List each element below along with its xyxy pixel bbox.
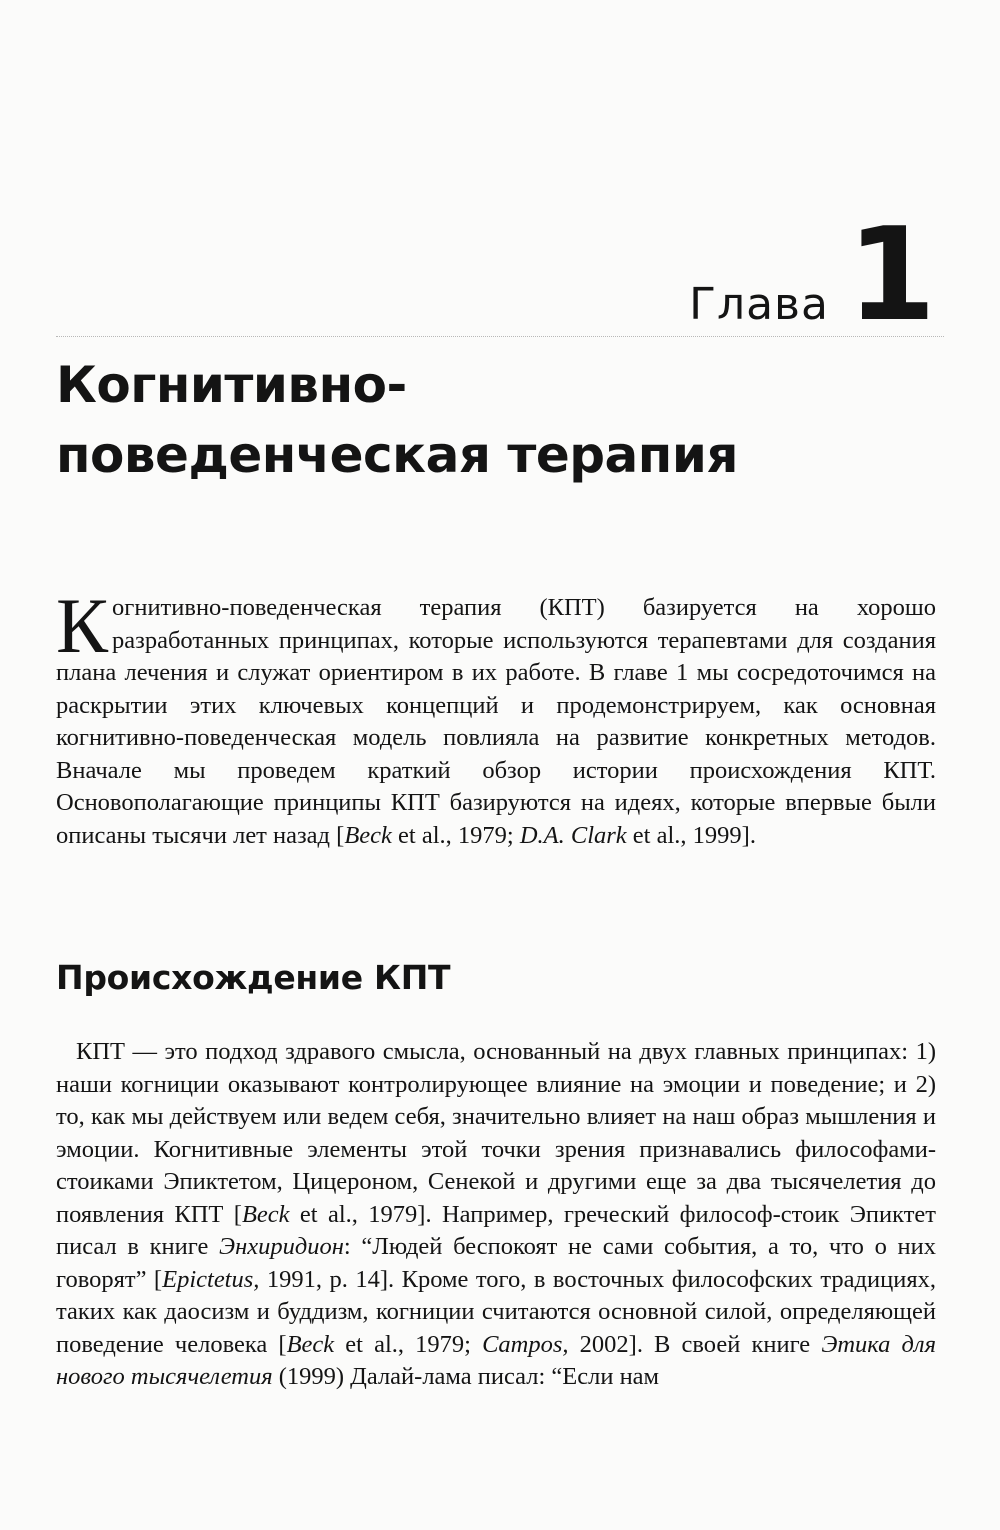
intro-paragraph bbox=[56, 582, 936, 852]
citation-author: Beck bbox=[241, 1200, 290, 1228]
drop-cap: К bbox=[56, 582, 109, 669]
chapter-title-line-1: Когнитивно- bbox=[56, 356, 407, 414]
para-text-5: et al., 1979; bbox=[334, 1330, 483, 1358]
book-title: Этика для нового тысячелетия bbox=[56, 1330, 936, 1390]
citation-author: Campos, bbox=[482, 1330, 569, 1358]
para-text-1: КПТ — это подход здравого смысла, основанный на двух главных принципах: 1) наши когниции оказывают контролирующее влияние на эмоции и поведение; и 2) то, как мы действуем или ведем себя, значительно влияет на наш образ мышления и эмоции. Когнитивные элементы этой точки зрения признавались философами-стоиками Эпиктетом, Цицероном, Сенекой и другими еще за два тысячелетия до появления КПТ [ bbox=[56, 1038, 936, 1228]
book-title: Энхиридион bbox=[219, 1233, 344, 1260]
para-text-7: (1999) Далай-лама писал: “Если нам bbox=[272, 1363, 660, 1390]
citation-author: Beck bbox=[344, 821, 392, 849]
para-text-4: 1991, p. 14]. Кроме того, в восточных философских традициях, таких как даосизм и буддизм, когниции считаются основной силой, определяющей поведение человека [ bbox=[56, 1265, 936, 1358]
chapter-label: Глава bbox=[689, 279, 829, 330]
chapter-title bbox=[56, 350, 936, 490]
citation-author: Beck bbox=[286, 1330, 335, 1358]
chapter-title-line-2: поведенческая терапия bbox=[56, 426, 738, 484]
chapter-header bbox=[689, 201, 936, 350]
para-text-2: et al., 1979]. Например, греческий философ-стоик Эпиктет писал в книге bbox=[56, 1200, 936, 1260]
intro-text-3: et al., 1999]. bbox=[626, 821, 756, 849]
para-text-3: : “Людей беспокоят не сами события, а то, что о них говорят” [ bbox=[56, 1233, 936, 1293]
chapter-number: 1 bbox=[846, 201, 936, 350]
intro-text-2: et al., 1979; bbox=[391, 821, 520, 849]
citation-author: Epictetus, bbox=[162, 1265, 260, 1293]
intro-text-1: огнитивно-поведенческая терапия (КПТ) базируется на хорошо разработанных принципах, которые используются терапевтами для создания плана лечения и служат ориентиром в их работе. В главе 1 мы сосредоточимся на раскрытии этих ключевых концепций и продемонстрируем, как основная когнитивно-поведенческая модель повлияла на развитие конкретных методов. Вначале мы проведем краткий обзор истории происхождения КПТ. Основополагающие принципы КПТ базируются на идеях, которые впервые были описаны тысячи лет назад [ bbox=[56, 594, 936, 849]
chapter-divider bbox=[56, 336, 944, 337]
section-paragraph bbox=[56, 1036, 936, 1394]
section-heading: Происхождение КПТ bbox=[56, 958, 451, 997]
para-text-6: 2002]. В своей книге bbox=[568, 1330, 822, 1358]
citation-author: D.A. Clark bbox=[519, 821, 627, 849]
